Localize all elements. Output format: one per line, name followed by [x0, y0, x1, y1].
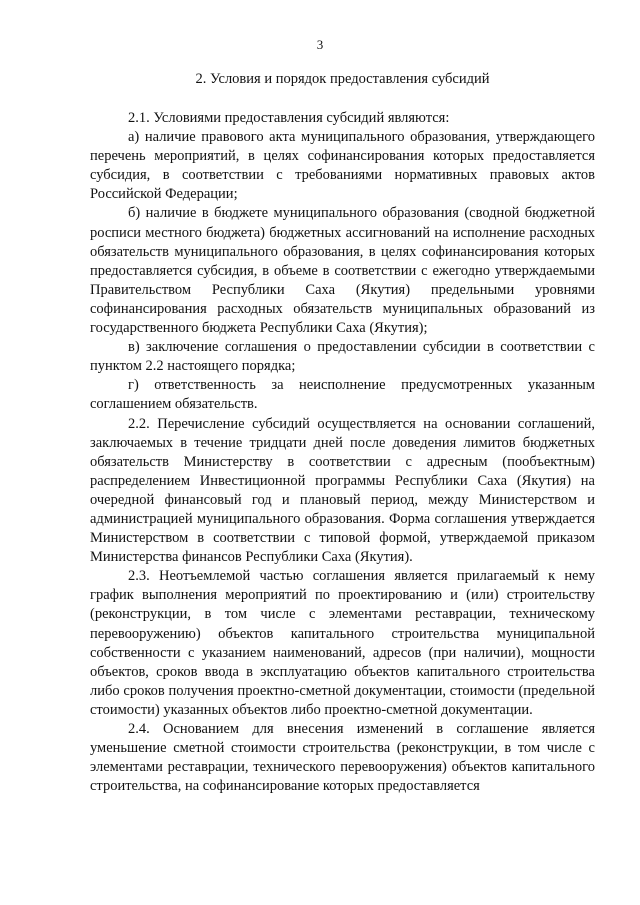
paragraph-condition-a: а) наличие правового акта муниципального образования, утверждающего перечень мероприятий, в целях софинансирования которых предоставляется субсидия, в соответствии с требованиями нормативных правовых актов Российской Федерации;: [90, 129, 595, 203]
paragraph-2-2: 2.2. Перечисление субсидий осуществляется на основании соглашений, заключаемых в течение тридцати дней после доведения лимитов бюджетных обязательств Министерству в соответствии с адресным (пообъектным) распределением Инвестиционной программы Республики Саха (Якутия) на очередной финансовый год и плановый период, между Министерством и администрацией муниципального образования. Форма соглашения утверждается Министерством в соответствии с типовой формой, утверждаемой приказом Министерства финансов Республики Саха (Якутия).: [90, 415, 595, 566]
paragraph-condition-v: в) заключение соглашения о предоставлении субсидии в соответствии с пунктом 2.2 настоящего порядка;: [90, 339, 595, 375]
paragraph-2-4: 2.4. Основанием для внесения изменений в соглашение является уменьшение сметной стоимости строительства (реконструкции, в том числе с элементами реставрации, технического перевооружения) объектов капитального строительства, на софинансирование которых предоставляется: [90, 721, 595, 795]
section-title: 2. Условия и порядок предоставления субсидий: [195, 71, 490, 87]
paragraph-2-3: 2.3. Неотъемлемой частью соглашения является прилагаемый к нему график выполнения мероприятий по проектированию и (или) строительству (реконструкции, в том числе с элементами реставрации, техническому перевооружению) объектов капитального строительства муниципальной собственности с указанием наименований, адресов (при наличии), мощности объектов, сроков ввода в эксплуатацию объектов капитального строительства либо сроков получения проектно-сметной документации, стоимости (предельной стоимости) указанных объектов либо проектно-сметной документации.: [90, 568, 595, 718]
paragraph-condition-b: б) наличие в бюджете муниципального образования (сводной бюджетной росписи местного бюджета) бюджетных ассигнований на исполнение расходных обязательств муниципального образования, в целях софинансирования которых предоставляется субсидия, в объеме в соответствии с ежегодно утверждаемыми Правительством Республики Саха (Якутия) предельными уровнями софинансирования расходных обязательств муниципальных образований из государственного бюджета Республики Саха (Якутия);: [90, 205, 595, 337]
paragraph-2-1: 2.1. Условиями предоставления субсидий являются:: [128, 110, 450, 126]
paragraph-condition-g: г) ответственность за неисполнение предусмотренных указанным соглашением обязательств.: [90, 377, 595, 413]
document-body: [90, 109, 595, 796]
page-number: 3: [316, 37, 324, 52]
